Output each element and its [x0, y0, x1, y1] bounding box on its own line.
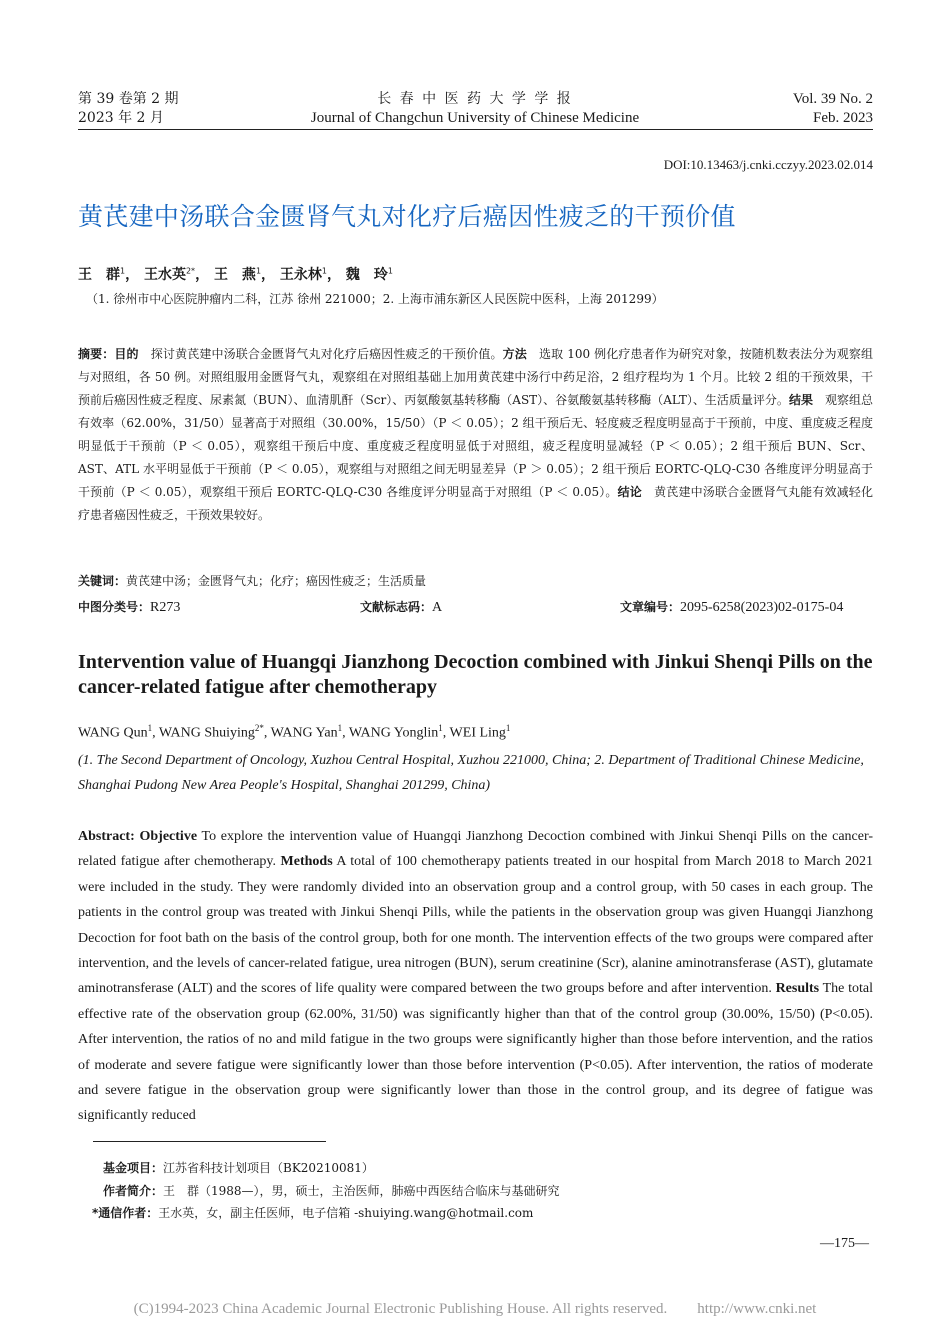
methods-label-en: Methods: [280, 854, 333, 870]
results-label: 结果: [788, 393, 813, 407]
document-code: [360, 598, 442, 616]
author-list-en: WANG Qun$^1$, WANG Shuiying$^{2*}$, WANG Yan$^1$, WANG Yonglin$^1$, WEI Ling$^1$: [78, 723, 511, 741]
header-date-cn: 2023 年 2 月: [78, 110, 164, 126]
author-name-en: WANG Shuiying: [158, 725, 255, 741]
abstract-cn: [78, 343, 873, 527]
methods-label: 方法: [502, 347, 527, 361]
abstract-label: 摘要：: [78, 347, 115, 361]
conclusion-label: 结论: [617, 485, 642, 499]
author-sup-en: 1: [147, 723, 153, 733]
bio-text: 王 群（1988—），男，硕士，主治医师，肺癌中西医结合临床与基础研究: [163, 1184, 560, 1198]
doi: DOI:10.13463/j.cnki.cczyy.2023.02.014: [663, 157, 873, 172]
corr-label: *通信作者：: [92, 1206, 159, 1220]
author-name: 魏 玲: [345, 267, 388, 283]
header-rule: [78, 129, 873, 130]
author-name-en: WANG Qun: [78, 725, 148, 741]
clc-label: 中图分类号：: [78, 600, 151, 614]
header-journal-cn: 长 春 中 医 药 大 学 学 报: [377, 91, 573, 107]
objective-label-en: Objective: [139, 829, 198, 844]
objective-label: 目的: [114, 347, 139, 361]
author-sup: 1: [321, 266, 327, 276]
author-sup-en: 1: [505, 723, 511, 733]
fund-text: 江苏省科技计划项目（BK20210081）: [163, 1161, 374, 1175]
author-name-en: WANG Yan: [270, 725, 338, 741]
keywords-label: 关键词：: [78, 574, 127, 588]
author-sup: 1: [255, 266, 262, 276]
author-name: 王水英: [143, 267, 186, 283]
header-volume-cn: 第 39 卷第 2 期: [78, 91, 179, 107]
footnote-fund: [103, 1159, 374, 1176]
art-value: 2095-6258(2023)02-0175-04: [680, 600, 844, 615]
affiliation-cn: （1. 徐州市中心医院肿瘤内二科，江苏 徐州 221000；2. 上海市浦东新区人民医院中医科，上海 201299）: [86, 292, 664, 306]
corr-text: 王水英，女，副主任医师，电子信箱 -shuiying.wang@hotmail.com: [158, 1206, 534, 1220]
results-label-en: Results: [775, 981, 820, 997]
author-name: 王永林: [279, 267, 322, 283]
methods-text-en: A total of 100 chemotherapy patients treated in our hospital from March 2018 to March 2021 were included in the study. They were randomly divided into an observation group and a control group, with 50 cases in each group. The patients in the control group was treated with Jinkui Shenqi Pills, while the patients in the observation group was given Huangqi Jianzhong Decoction for foot bath on the basis of the control group, both for one month. The intervention effects of the two groups were compared after intervention, and the levels of cancer-related fatigue, urea nitrogen (BUN), serum creatinine (Scr), alanine aminotransferase (AST), glutamate aminotransferase (ALT) and the scores of life quality were compared between the two groups before and after intervention.: [78, 854, 873, 997]
abstract-en: [78, 824, 873, 1129]
copyright-line: (C)1994-2023 China Academic Journal Electronic Publishing House. All rights reserved. http://www.cnki.net: [133, 1301, 817, 1317]
clc-value: R273: [150, 600, 181, 615]
art-label: 文章编号：: [620, 600, 681, 614]
article-number: [620, 598, 843, 616]
footnote-author-bio: [103, 1182, 560, 1199]
article-title-cn: 黄芪建中汤联合金匮肾气丸对化疗后癌因性疲乏的干预价值: [78, 202, 736, 231]
bio-label: 作者简介：: [103, 1184, 164, 1198]
author-name: 王 燕: [213, 267, 256, 283]
methods-text: 选取 100 例化疗患者作为研究对象，按随机数表法分为观察组与对照组，各 50 例。对照组服用金匮肾气丸，观察组在对照组基础上加用黄芪建中汤行中药足浴，2 组疗程均为 1 个月。比较 2 组的干预效果，干预前后癌因性疲乏程度、尿素氮（BUN）、血清肌酐（Scr）、丙氨酸氨基转移酶（AST）、谷氨酸氨基转移酶（ALT）、生活质量评分。: [78, 347, 873, 407]
author-sup-en: 1: [337, 723, 343, 733]
footnote-rule: [93, 1141, 326, 1142]
objective-text: 探讨黄芪建中汤联合金匮肾气丸对化疗后癌因性疲乏的干预价值。: [138, 347, 503, 361]
keywords: [78, 572, 426, 589]
author-list-cn: 王 群$^1$， 王水英$^{2*}$， 王 燕$^1$， 王永林$^1$， 魏 玲$^1$: [78, 266, 393, 283]
fund-label: 基金项目：: [103, 1161, 164, 1175]
article-title-en: Intervention value of Huangqi Jianzhong Decoction combined with Jinkui Shenqi Pills on the cancer-related fatigue after chemotherapy: [78, 651, 873, 698]
page-number: —175—: [820, 1236, 869, 1251]
header-date-en: Feb. 2023: [813, 110, 873, 126]
objective-text-en: To explore the intervention value of Huangqi Jianzhong Decoction combined with Jinkui Shenqi Pills on the cancer-related fatigue after chemotherapy.: [78, 829, 874, 870]
footnote-corresponding: [92, 1204, 533, 1221]
conclusion-text: 黄芪建中汤联合金匮肾气丸能有效减轻化疗患者癌因性疲乏，干预效果较好。: [78, 485, 873, 522]
author-name-en: WANG Yonglin: [348, 725, 439, 741]
results-text-en: The total effective rate of the observation group (62.00%, 31/50) was significantly higher than that of the control group (30.00%, 15/50) (P<0.05). After intervention, the ratios of no and mild fatigue in the two groups were significantly higher than those before intervention, and the ratios of moderate and severe fatigue were significantly lower than those before intervention (P<0.05). After intervention, the ratios of moderate and severe fatigue in the observation group were significantly lower than those in the control group, and its degree of fatigue was significantly reduced: [78, 981, 873, 1124]
keywords-text: 黄芪建中汤；金匮肾气丸；化疗；癌因性疲乏；生活质量: [126, 574, 427, 588]
author-sup: 1: [120, 266, 126, 276]
header-volume-en: Vol. 39 No. 2: [792, 91, 873, 107]
doc-value: A: [432, 600, 443, 615]
author-name-en: WEI Ling: [449, 725, 506, 741]
author-name: 王 群: [78, 267, 120, 283]
author-sup-en: 1: [438, 723, 443, 733]
author-sup: 1: [387, 266, 393, 276]
doc-label: 文献标志码：: [360, 600, 433, 614]
clc-number: [78, 598, 180, 616]
results-text: 观察组总有效率（62.00%，31/50）显著高于对照组（30.00%，15/50）（P ＜ 0.05）；2 组干预后无、轻度疲乏程度明显高于干预前，中度、重度疲乏程度明显低于干预前（P ＜ 0.05），观察组干预后中度、重度疲乏程度明显低于对照组，疲乏程度明显减轻（P ＜ 0.05）；2 组干预后 BUN、Scr、AST、ATL 水平明显低于干预前（P ＜ 0.05），观察组与对照组之间无明显差异（P ＞ 0.05）；2 组干预后 EORTC-QLQ-C30 各维度评分明显高于干预前（P ＜ 0.05），观察组干预后 EORTC-QLQ-C30 各维度评分明显高于对照组（P ＜ 0.05）。: [78, 393, 873, 499]
affiliation-en: (1. The Second Department of Oncology, Xuzhou Central Hospital, Xuzhou 221000, China; 2. Department of Traditional Chinese Medicine, Shanghai Pudong New Area People's Hospital, Shanghai 201299, China): [78, 753, 864, 793]
author-sup: 2*: [185, 266, 196, 276]
header-journal-en: Journal of Changchun University of Chinese Medicine: [310, 110, 640, 126]
abstract-label-en: Abstract:: [78, 829, 135, 844]
author-sup-en: 2*: [254, 723, 264, 733]
